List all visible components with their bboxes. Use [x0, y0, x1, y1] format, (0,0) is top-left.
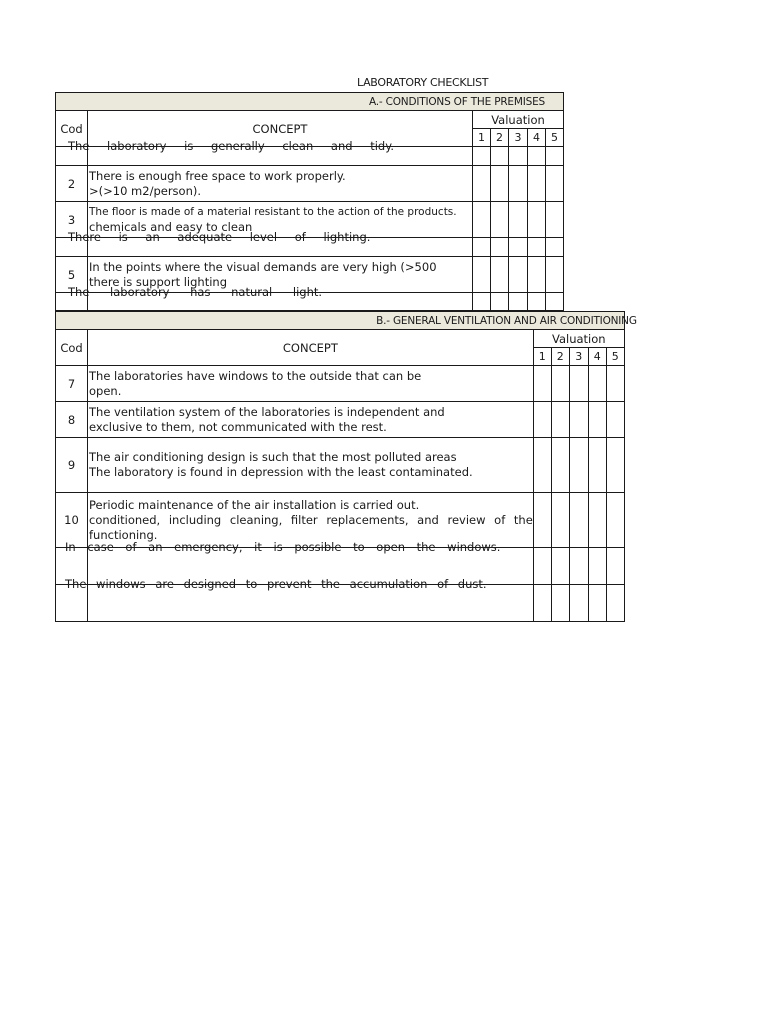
score-cell[interactable]: [533, 493, 551, 548]
score-cell[interactable]: [491, 166, 509, 202]
score-cell[interactable]: [569, 438, 588, 493]
score-cell[interactable]: [569, 366, 588, 402]
score-cell[interactable]: [491, 202, 509, 238]
row-concept: The windows are designed to prevent the accumulation of dust.: [65, 577, 487, 591]
score-cell[interactable]: [546, 202, 564, 238]
score-cell[interactable]: [533, 366, 551, 402]
score-cell[interactable]: [528, 257, 546, 293]
row-concept-line: The laboratory is found in depression with the least contaminated.: [89, 465, 473, 479]
score-cell[interactable]: [606, 438, 624, 493]
concept-header: CONCEPT: [88, 111, 473, 147]
row-cod: 9: [56, 438, 88, 493]
score-cell[interactable]: [569, 548, 588, 585]
table-row: [56, 293, 564, 311]
score-cell[interactable]: [533, 548, 551, 585]
row-concept-line: >(>10 m2/person).: [89, 183, 202, 198]
row-concept: The laboratory has natural light.: [68, 285, 323, 299]
score-header: 1: [533, 348, 551, 366]
score-cell[interactable]: [606, 548, 624, 585]
concept-header: CONCEPT: [88, 330, 534, 366]
row-concept-line: The floor is made of a material resistant to the action of the products.: [89, 205, 457, 218]
score-cell[interactable]: [588, 585, 606, 622]
score-cell[interactable]: [588, 438, 606, 493]
score-header: 2: [491, 129, 509, 147]
score-cell[interactable]: [491, 238, 509, 257]
score-cell[interactable]: [551, 493, 569, 548]
score-cell[interactable]: [528, 238, 546, 257]
score-cell[interactable]: [509, 293, 528, 311]
cod-header: Cod: [56, 111, 88, 147]
score-cell[interactable]: [606, 585, 624, 622]
score-cell[interactable]: [569, 493, 588, 548]
score-cell[interactable]: [509, 166, 528, 202]
row-concept-line: open.: [89, 383, 122, 398]
score-cell[interactable]: [528, 293, 546, 311]
row-cod: 7: [56, 366, 88, 402]
score-header: 4: [588, 348, 606, 366]
row-concept: There is an adequate level of lighting.: [68, 230, 371, 244]
score-cell[interactable]: [528, 147, 546, 166]
row-concept-line: In the points where the visual demands are very high (>500: [89, 259, 437, 274]
score-cell[interactable]: [569, 585, 588, 622]
section-heading: B.- GENERAL VENTILATION AND AIR CONDITIONING: [376, 314, 637, 327]
score-cell[interactable]: [546, 166, 564, 202]
row-cod: 8: [56, 402, 88, 438]
cod-header: Cod: [56, 330, 88, 366]
score-cell[interactable]: [588, 493, 606, 548]
score-cell[interactable]: [533, 585, 551, 622]
score-cell[interactable]: [606, 366, 624, 402]
score-cell[interactable]: [473, 202, 491, 238]
score-cell[interactable]: [551, 366, 569, 402]
row-concept-line: The laboratories have windows to the outside that can be: [89, 368, 422, 383]
score-cell[interactable]: [509, 147, 528, 166]
valuation-header: Valuation: [473, 111, 564, 129]
score-cell[interactable]: [546, 238, 564, 257]
score-cell[interactable]: [546, 147, 564, 166]
ventilation-table: [55, 311, 637, 622]
score-cell[interactable]: [473, 293, 491, 311]
score-cell[interactable]: [509, 257, 528, 293]
row-cod: 3: [56, 202, 88, 238]
table-row: [56, 585, 625, 622]
score-header: 4: [528, 129, 546, 147]
premises-table: [55, 92, 564, 311]
score-header: 5: [606, 348, 624, 366]
score-cell[interactable]: [473, 257, 491, 293]
score-cell[interactable]: [546, 257, 564, 293]
score-cell[interactable]: [533, 438, 551, 493]
score-cell[interactable]: [491, 257, 509, 293]
score-cell[interactable]: [588, 402, 606, 438]
score-cell[interactable]: [509, 202, 528, 238]
score-cell[interactable]: [588, 366, 606, 402]
score-cell[interactable]: [606, 402, 624, 438]
row-concept-line: conditioned, including cleaning, filter replacements, and review of the: [89, 512, 533, 527]
score-cell[interactable]: [546, 293, 564, 311]
row-cod: 10: [56, 493, 88, 548]
table-row: [56, 166, 564, 202]
score-cell[interactable]: [509, 238, 528, 257]
score-cell[interactable]: [528, 202, 546, 238]
score-cell[interactable]: [473, 147, 491, 166]
score-cell[interactable]: [606, 493, 624, 548]
table-row: [56, 147, 564, 166]
row-concept-line: functioning.: [89, 527, 158, 542]
table-row: [56, 402, 625, 438]
score-header: 2: [551, 348, 569, 366]
row-cod: 2: [56, 166, 88, 202]
section-heading: A.- CONDITIONS OF THE PREMISES: [56, 93, 564, 111]
score-cell[interactable]: [569, 402, 588, 438]
row-concept: In case of an emergency, it is possible to open the windows.: [65, 540, 501, 554]
row-concept-line: The ventilation system of the laboratories is independent and: [89, 404, 445, 419]
row-cod: 5: [56, 257, 88, 293]
score-cell[interactable]: [551, 438, 569, 493]
score-header: 1: [473, 129, 491, 147]
table-row: [56, 238, 564, 257]
score-cell[interactable]: [473, 166, 491, 202]
score-cell[interactable]: [528, 166, 546, 202]
score-header: 3: [509, 129, 528, 147]
table-row: [56, 438, 625, 493]
score-cell[interactable]: [473, 238, 491, 257]
score-header: 3: [569, 348, 588, 366]
row-concept-line: exclusive to them, not communicated with the rest.: [89, 419, 387, 434]
score-cell[interactable]: [491, 293, 509, 311]
row-concept-line: Periodic maintenance of the air installation is carried out.: [89, 497, 420, 512]
row-concept-line: there is support lighting: [89, 274, 227, 289]
valuation-header: Valuation: [533, 330, 624, 348]
table-row: [56, 366, 625, 402]
score-cell[interactable]: [551, 548, 569, 585]
row-concept-line: chemicals and easy to clean: [89, 219, 253, 234]
score-cell[interactable]: [551, 402, 569, 438]
score-cell[interactable]: [588, 548, 606, 585]
row-concept: The laboratory is generally clean and tidy.: [68, 139, 395, 153]
score-header: 5: [546, 129, 564, 147]
score-cell[interactable]: [491, 147, 509, 166]
score-cell[interactable]: [551, 585, 569, 622]
row-concept-line: There is enough free space to work properly.: [89, 168, 346, 183]
score-cell[interactable]: [533, 402, 551, 438]
page-title: LABORATORY CHECKLIST: [357, 76, 489, 89]
row-concept-line: The air conditioning design is such that the most polluted areas: [89, 450, 457, 464]
